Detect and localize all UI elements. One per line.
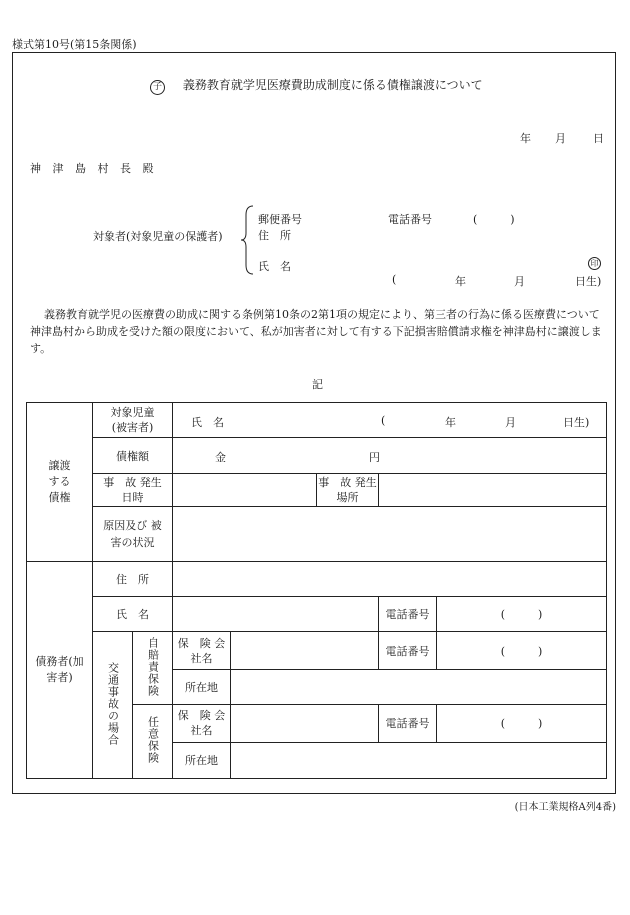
- debtor-name-label: 氏 名: [93, 597, 173, 632]
- date-day: 日: [593, 132, 604, 145]
- voluntary-insurer-cell[interactable]: [231, 705, 379, 742]
- yen-label: 円: [369, 451, 380, 465]
- birth-open: (: [392, 273, 397, 286]
- cause-cell[interactable]: [173, 507, 607, 562]
- form-number: 様式第10号(第15条関係): [12, 38, 137, 51]
- compulsory-phone-cell[interactable]: ( ): [437, 632, 607, 669]
- birth-year: 年: [455, 275, 466, 288]
- debtor-phone-cell[interactable]: ( ): [437, 597, 607, 632]
- voluntary-phone-cell[interactable]: ( ): [437, 705, 607, 742]
- details-table: [26, 402, 607, 779]
- compulsory-phone-label: 電話番号: [379, 632, 437, 669]
- compulsory-location-label: 所在地: [173, 669, 231, 704]
- debtor-group-cell: 債務者(加害者): [27, 561, 93, 778]
- voluntary-phone-label: 電話番号: [379, 705, 437, 742]
- compulsory-insurer-cell[interactable]: [231, 632, 379, 669]
- compulsory-cell: 自賠責保険: [133, 632, 173, 705]
- debtor-address-label: 住 所: [93, 561, 173, 596]
- compulsory-location-cell[interactable]: [231, 669, 607, 704]
- name-label: 氏 名: [258, 260, 291, 273]
- debtor-address-cell[interactable]: [173, 561, 607, 596]
- transfer-group-cell: 譲渡する債権: [27, 403, 93, 562]
- voluntary-cell: 任意保険: [133, 705, 173, 779]
- accident-place-cell[interactable]: [379, 473, 607, 506]
- document-title: 義務教育就学児医療費助成制度に係る債権譲渡について: [182, 78, 483, 92]
- seal-icon: 印: [588, 257, 601, 270]
- child-name-cell[interactable]: [173, 403, 607, 438]
- compulsory-insurer-label: 保 険 会社名: [173, 632, 231, 669]
- debtor-name-cell[interactable]: [173, 597, 379, 632]
- accident-time-label: 事 故 発生日時: [93, 473, 173, 506]
- traffic-cell: 交通事故の場合: [93, 632, 133, 779]
- accident-time-cell[interactable]: [173, 473, 317, 506]
- cause-label: 原因及び 被害の状況: [93, 507, 173, 562]
- applicant-label: 対象者(対象児童の保護者): [93, 230, 223, 243]
- paper-size-note: (日本工業規格A列4番): [514, 802, 616, 813]
- ki-label: 記: [312, 378, 323, 391]
- address-label: 住 所: [258, 229, 291, 242]
- amount-label: 債権額: [93, 438, 173, 473]
- voluntary-location-cell[interactable]: [231, 742, 607, 778]
- brace-icon: [240, 205, 254, 275]
- voluntary-insurer-label: 保 険 会社名: [173, 705, 231, 742]
- child-birth-year: 年: [445, 416, 456, 429]
- circled-mark: 子: [150, 80, 165, 95]
- amount-cell[interactable]: [173, 438, 607, 473]
- kin-label: 金: [215, 451, 226, 465]
- child-birth-month: 月: [505, 416, 516, 429]
- addressee: 神 津 島 村 長 殿: [30, 162, 158, 175]
- date-year: 年: [520, 132, 531, 145]
- title-row: [150, 76, 483, 95]
- child-name-label: 氏 名: [191, 416, 224, 429]
- postal-label: 郵便番号: [258, 213, 302, 226]
- birth-month: 月: [514, 275, 525, 288]
- phone-paren: ( ): [473, 213, 515, 226]
- body-paragraph: 義務教育就学児の医療費の助成に関する条例第10条の2第1項の規定により、第三者の行為に係る医療費について神津島村から助成を受けた額の限度において、私が加害者に対して有する下記損害賠償請求権を神津島村に譲渡します。: [30, 308, 602, 355]
- child-birth-open: (: [381, 414, 386, 427]
- phone-label: 電話番号: [388, 213, 432, 226]
- debtor-phone-label: 電話番号: [379, 597, 437, 632]
- accident-place-label: 事 故 発生場所: [317, 473, 379, 506]
- child-birth-day: 日生): [563, 416, 590, 429]
- child-label-cell: 対象児童(被害者): [93, 403, 173, 438]
- voluntary-location-label: 所在地: [173, 742, 231, 778]
- birth-day: 日生): [575, 275, 602, 288]
- date-month: 月: [555, 132, 566, 145]
